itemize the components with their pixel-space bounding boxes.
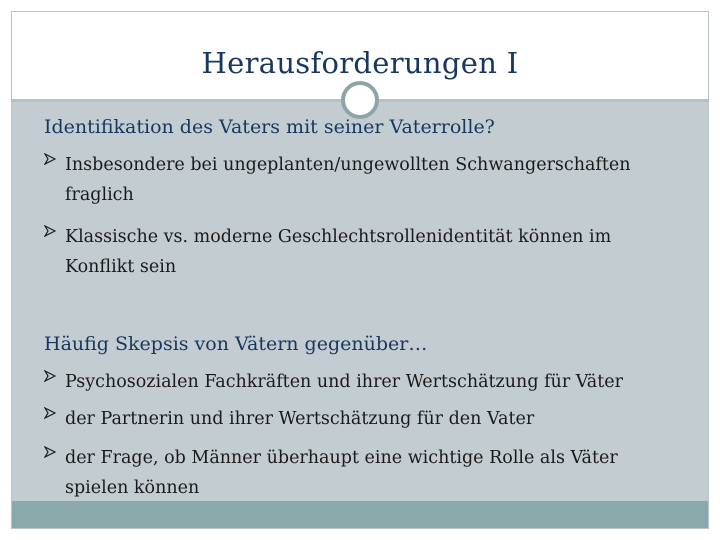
footer-bar	[12, 501, 708, 528]
bullet-item	[44, 367, 684, 397]
bullet-item	[44, 404, 684, 434]
bullet-text: Klassische vs. moderne Geschlechtsrollenidentität können im Konflikt sein	[65, 227, 612, 277]
slide-title: Herausforderungen I	[201, 46, 519, 80]
bullet-text: Insbesondere bei ungeplanten/ungewollten Schwangerschaften fraglich	[65, 155, 631, 205]
arrowhead-bullet-icon	[44, 370, 56, 382]
section-heading: Häufig Skepsis von Vätern gegenüber…	[44, 333, 428, 355]
arrowhead-bullet-icon	[44, 225, 56, 237]
arrowhead-bullet-icon	[44, 446, 56, 458]
arrowhead-bullet-icon	[44, 153, 56, 165]
arrowhead-bullet-icon	[44, 407, 56, 419]
circle-ornament-icon	[341, 81, 379, 119]
bullet-item	[44, 222, 684, 282]
bullet-text: der Partnerin und ihrer Wertschätzung für den Vater	[65, 409, 535, 429]
bullet-item	[44, 443, 684, 503]
bullet-item	[44, 150, 684, 210]
section-heading: Identifikation des Vaters mit seiner Vaterrolle?	[44, 116, 495, 138]
bullet-text: Psychosozialen Fachkräften und ihrer Wertschätzung für Väter	[65, 372, 623, 392]
bullet-text: der Frage, ob Männer überhaupt eine wichtige Rolle als Väter spielen können	[65, 448, 618, 498]
